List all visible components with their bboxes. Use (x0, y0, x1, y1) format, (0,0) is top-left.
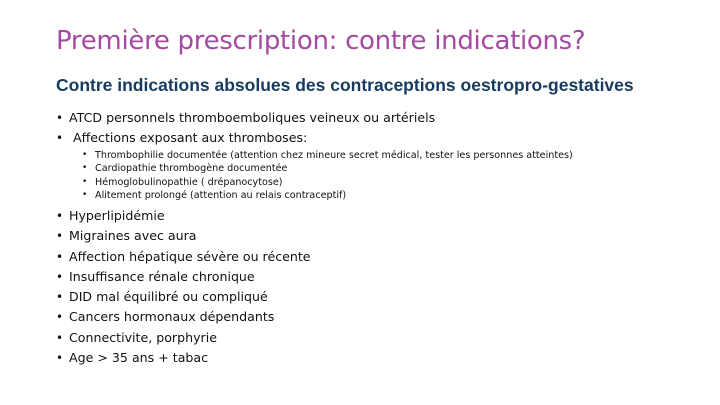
sub-list-item: • Alitement prolongé (attention au relais contraceptif) (82, 189, 573, 203)
contraindication-list (56, 108, 573, 368)
list-item: • ATCD personnels thromboemboliques veineux ou artériels (56, 108, 573, 128)
list-item: • Hyperlipidémie (56, 206, 573, 226)
list-item: • Connectivite, porphyrie (56, 328, 573, 348)
sub-list-item: • Cardiopathie thrombogène documentée (82, 162, 573, 176)
list-item: • Insuffisance rénale chronique (56, 267, 573, 287)
list-item: • Affection hépatique sévère ou récente (56, 247, 573, 267)
list-item: • Migraines avec aura (56, 226, 573, 246)
list-item: • DID mal équilibré ou compliqué (56, 287, 573, 307)
list-item: • Cancers hormonaux dépendants (56, 307, 573, 327)
list-item: • Age > 35 ans + tabac (56, 348, 573, 368)
slide-subtitle: Contre indications absolues des contraceptions oestropro-gestatives (56, 75, 634, 95)
list-item-label: Affections exposant aux thromboses: (69, 130, 308, 146)
list-item (56, 128, 573, 148)
slide-title: Première prescription: contre indications? (56, 26, 586, 56)
thrombosis-sublist (56, 149, 573, 203)
sub-list-item: • Hémoglobulinopathie ( drépanocytose) (82, 176, 573, 190)
sub-list-item: • Thrombophilie documentée (attention chez mineure secret médical, tester les personnes atteintes) (82, 149, 573, 163)
